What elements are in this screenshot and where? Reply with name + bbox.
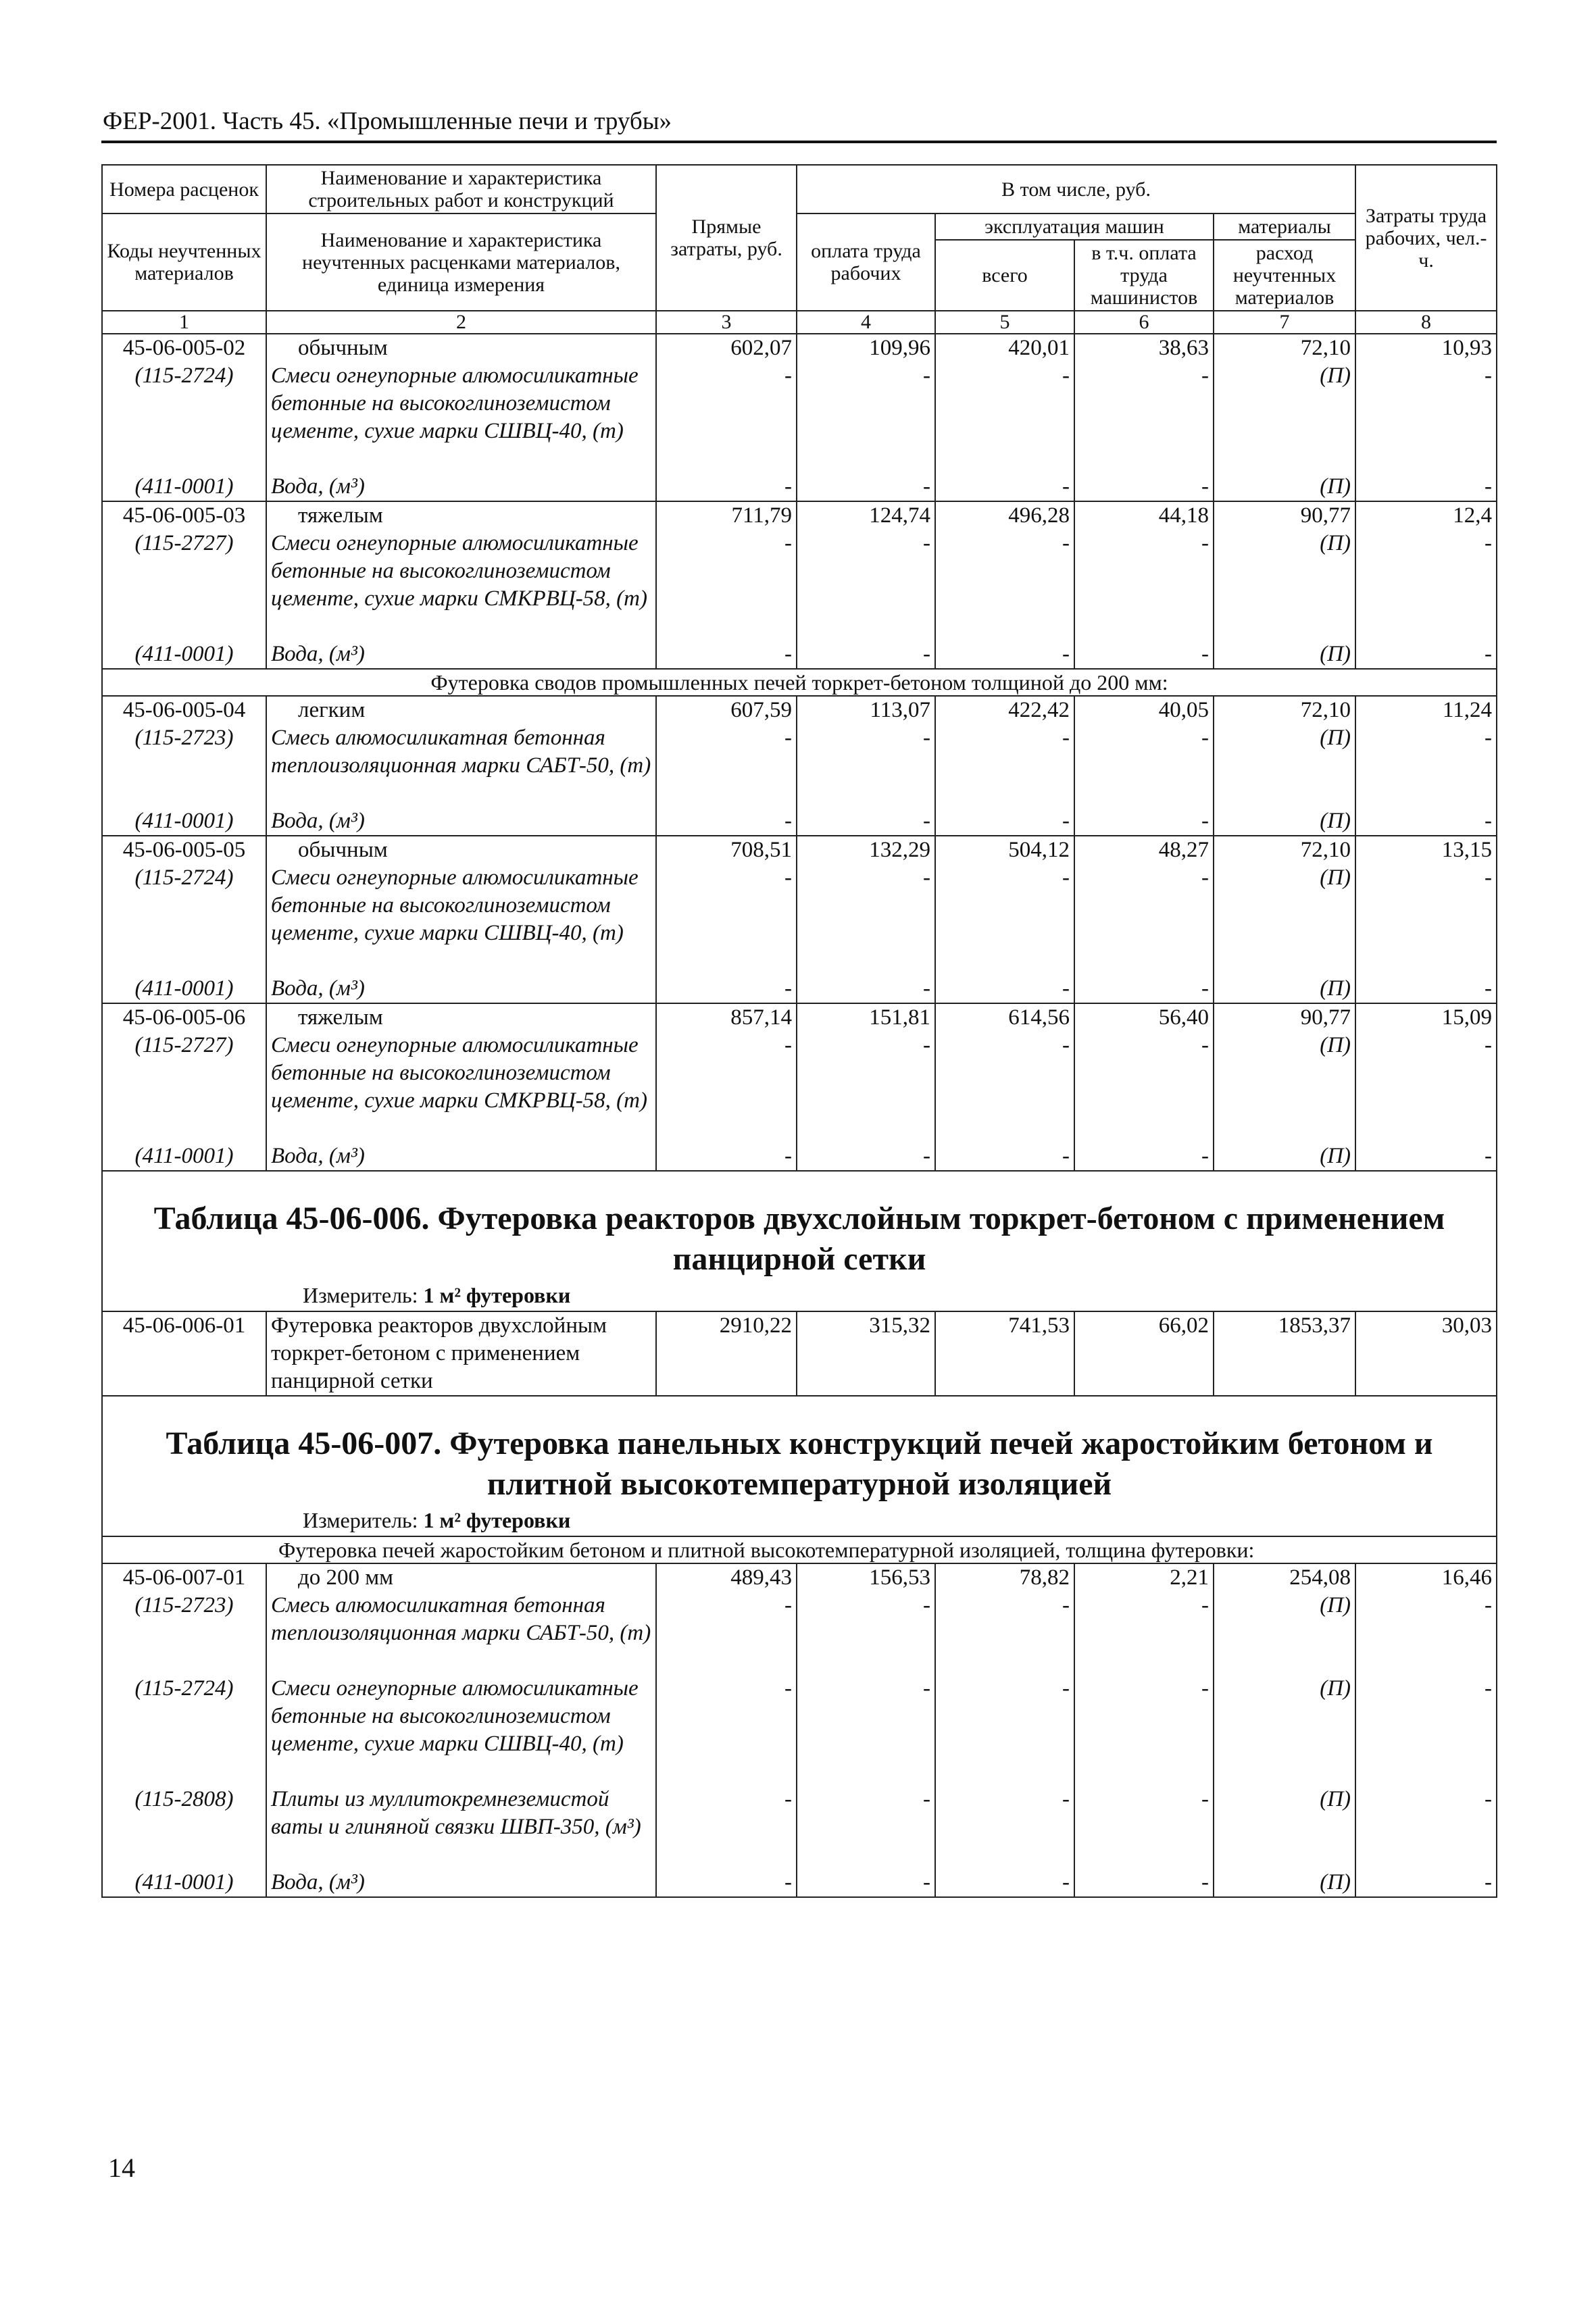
material-mark: (П) [1320,865,1351,890]
dash-mark: - [1201,726,1209,750]
labor-hours-cell [1355,501,1497,669]
col-header-group: В том числе, руб. [797,165,1355,213]
dash-mark: - [1201,474,1209,499]
rate-description [266,501,656,669]
material-code: (115-2727) [134,531,234,555]
line-spacer [107,557,261,585]
material-name: Смеси огнеупорные алюмосиликатные бетонные на высокоглиноземистом цементе, сухие марки СМКРВЦ-58, (т) [271,1033,647,1113]
dash-mark: - [923,865,930,890]
dash-mark: - [1201,976,1209,1001]
line-spacer [107,1619,261,1647]
dash-mark: - [1062,1033,1070,1057]
material-name: Вода, (м³) [271,474,365,499]
material-name: Вода, (м³) [271,809,365,833]
labor-hours-cell [1355,1563,1497,1897]
column-number: 1 [102,311,266,334]
column-number: 8 [1355,311,1497,334]
machine-labor-cost: 48,27 [1158,838,1209,862]
material-cost-cell [1214,1003,1355,1171]
dash-mark: - [1201,1676,1209,1701]
labor-cost-cell [797,696,935,836]
rate-codes [102,836,266,1003]
dash-mark: - [1201,809,1209,833]
material-mark: (П) [1320,1033,1351,1057]
rate-row [102,836,1497,1003]
labor-hours: 13,15 [1441,838,1493,862]
column-number: 4 [797,311,935,334]
direct-cost: 708,51 [730,838,792,862]
direct-cost-cell [656,1563,797,1897]
material-name: Плиты из муллитокремнеземистой ваты и глиняной связки ШВП-350, (м³) [271,1787,641,1839]
dash-mark: - [923,1593,930,1617]
column-number: 3 [656,311,797,334]
direct-cost: 607,59 [730,698,792,722]
labor-cost: 132,29 [869,838,930,862]
dash-mark: - [923,531,930,555]
dash-mark: - [1062,1144,1070,1168]
col-header-codes-top: Номера расценок [102,165,266,213]
col-header-mach-labor: в т.ч. оплата труда машинистов [1074,240,1214,311]
rate-row [102,1003,1497,1171]
line-spacer [107,1703,261,1730]
material-mark: (П) [1320,474,1351,499]
dash-mark: - [923,642,930,666]
labor-hours-cell [1355,836,1497,1003]
dash-mark: - [923,363,930,388]
dash-mark: - [784,1593,792,1617]
line-spacer [107,1841,261,1869]
dash-mark: - [784,976,792,1001]
machine-cost-cell [935,1563,1074,1897]
rate-codes [102,1003,266,1171]
line-spacer [107,947,261,975]
machine-cost-cell [935,696,1074,836]
machine-cost: 504,12 [1008,838,1070,862]
page-number: 14 [108,2153,135,2183]
labor-hours: 16,46 [1441,1565,1493,1590]
material-mark: (П) [1320,809,1351,833]
machine-cost: 422,42 [1008,698,1070,722]
column-number-row [102,311,1497,334]
column-number: 2 [266,311,656,334]
machine-labor-cost: 66,02 [1074,1311,1214,1396]
material-code: (115-2724) [134,1676,234,1701]
rate-description [266,334,656,501]
dash-mark: - [1062,976,1070,1001]
rate-codes [102,696,266,836]
line-spacer [107,1059,261,1087]
machine-labor-cost: 40,05 [1158,698,1209,722]
material-mark: (П) [1320,642,1351,666]
rate-row [102,334,1497,501]
rate-title: обычным [298,336,388,360]
line-spacer [107,1087,261,1115]
col-header-codes-bottom: Коды неучтенных материалов [102,213,266,311]
labor-cost: 315,32 [797,1311,935,1396]
line-spacer [107,390,261,418]
labor-cost-cell [797,334,935,501]
material-cost: 254,08 [1289,1565,1351,1590]
direct-cost-cell [656,501,797,669]
rate-codes [102,501,266,669]
dash-mark: - [1062,642,1070,666]
line-spacer [107,1813,261,1841]
machine-labor-cost: 56,40 [1158,1005,1209,1030]
labor-hours-cell [1355,1003,1497,1171]
page-header: ФЕР-2001. Часть 45. «Промышленные печи и трубы» [103,107,672,135]
rate-code: 45-06-005-02 [122,336,246,360]
dash-mark: - [784,1870,792,1894]
dash-mark: - [784,1787,792,1811]
meter-value: 1 м² футеровки [423,1283,571,1307]
material-mark: (П) [1320,726,1351,750]
labor-cost-cell [797,836,935,1003]
rate-row [102,1563,1497,1897]
dash-mark: - [1485,1033,1493,1057]
material-mark: (П) [1320,363,1351,388]
section-heading: Футеровка сводов промышленных печей торкрет-бетоном толщиной до 200 мм: [102,669,1497,696]
material-code: (411-0001) [134,809,234,833]
col-header-materials: материалы [1214,213,1355,240]
direct-cost-cell [656,836,797,1003]
dash-mark: - [1062,531,1070,555]
machine-labor-cost-cell [1074,501,1214,669]
dash-mark: - [784,531,792,555]
labor-hours: 10,93 [1441,336,1493,360]
rate-title: легким [298,698,366,722]
dash-mark: - [1485,1593,1493,1617]
col-header-labor: оплата труда рабочих [797,213,935,311]
labor-cost: 124,74 [869,503,930,528]
dash-mark: - [923,1033,930,1057]
machine-labor-cost-cell [1074,836,1214,1003]
machine-cost-cell [935,501,1074,669]
rate-block [102,1563,1497,1897]
dash-mark: - [1062,474,1070,499]
dash-mark: - [784,363,792,388]
material-cost: 72,10 [1300,698,1351,722]
line-spacer [107,1730,261,1758]
col-header-machines: эксплуатация машин [935,213,1214,240]
labor-hours-cell [1355,696,1497,836]
machine-labor-cost: 44,18 [1158,503,1209,528]
rate-title: тяжелым [298,503,383,528]
dash-mark: - [923,1676,930,1701]
rate-block [102,334,1497,501]
dash-mark: - [1485,1787,1493,1811]
dash-mark: - [784,1676,792,1701]
rate-codes [102,1563,266,1897]
dash-mark: - [1062,1593,1070,1617]
material-mark: (П) [1320,976,1351,1001]
line-spacer [107,1115,261,1142]
dash-mark: - [1485,474,1493,499]
rate-description [266,1563,656,1897]
dash-mark: - [1485,1676,1493,1701]
dash-mark: - [1485,726,1493,750]
material-cost-cell [1214,501,1355,669]
rate-block [102,696,1497,836]
material-name: Смеси огнеупорные алюмосиликатные бетонные на высокоглиноземистом цементе, сухие марки СШВЦ-40, (т) [271,865,639,945]
material-mark: (П) [1320,1870,1351,1894]
col-header-hours: Затраты труда рабочих, чел.-ч. [1355,165,1497,311]
dash-mark: - [1485,809,1493,833]
labor-hours: 12,4 [1453,503,1493,528]
labor-hours-cell [1355,334,1497,501]
material-cost-cell [1214,696,1355,836]
rate-row-006 [102,1311,1497,1396]
dash-mark: - [784,1033,792,1057]
dash-mark: - [1062,363,1070,388]
dash-mark: - [1201,1593,1209,1617]
direct-cost-cell [656,1003,797,1171]
labor-cost-cell [797,1563,935,1897]
rate-description [266,1003,656,1171]
material-cost: 72,10 [1300,336,1351,360]
material-code: (115-2808) [134,1787,234,1811]
line-spacer [107,1647,261,1675]
material-name: Смесь алюмосиликатная бетонная теплоизоляционная марки САБТ-50, (т) [271,1593,651,1645]
line-spacer [107,585,261,613]
material-code: (411-0001) [134,1870,234,1894]
material-code: (411-0001) [134,976,234,1001]
dash-mark: - [923,474,930,499]
dash-mark: - [923,726,930,750]
meter-value: 1 м² футеровки [423,1508,571,1532]
material-mark: (П) [1320,1676,1351,1701]
labor-cost-cell [797,501,935,669]
dash-mark: - [1201,531,1209,555]
dash-mark: - [1062,1870,1070,1894]
line-spacer [107,892,261,920]
line-spacer [107,1758,261,1786]
material-mark: (П) [1320,1787,1351,1811]
material-name: Вода, (м³) [271,1870,365,1894]
rate-description [266,696,656,836]
dash-mark: - [784,642,792,666]
rate-code: 45-06-005-03 [122,503,246,528]
machine-cost: 614,56 [1008,1005,1070,1030]
machine-labor-cost-cell [1074,1003,1214,1171]
dash-mark: - [1201,1144,1209,1168]
dash-mark: - [923,976,930,1001]
dash-mark: - [1485,865,1493,890]
rate-name: Футеровка реакторов двухслойным торкрет-бетоном с применением панцирной сетки [266,1311,656,1396]
labor-hours: 11,24 [1443,698,1493,722]
column-number: 7 [1214,311,1355,334]
rate-code: 45-06-006-01 [102,1311,266,1396]
material-cost-cell [1214,334,1355,501]
machine-cost: 420,01 [1008,336,1070,360]
dash-mark: - [784,726,792,750]
direct-cost: 711,79 [731,503,792,528]
dash-mark: - [1485,1144,1493,1168]
dash-mark: - [784,1144,792,1168]
dash-mark: - [1485,1870,1493,1894]
machine-labor-cost-cell [1074,1563,1214,1897]
machine-cost-cell [935,334,1074,501]
rate-code: 45-06-005-05 [122,838,246,862]
dash-mark: - [1485,976,1493,1001]
col-header-name-top: Наименование и характеристика строительных работ и конструкций [266,165,656,213]
dash-mark: - [1062,1787,1070,1811]
material-cost: 72,10 [1300,838,1351,862]
table-006-meter [107,1280,1492,1311]
meter-label: Измеритель: [303,1508,418,1532]
material-name: Вода, (м³) [271,976,365,1001]
labor-cost: 151,81 [869,1005,930,1030]
line-spacer [107,920,261,947]
machine-labor-cost-cell [1074,334,1214,501]
line-spacer [107,418,261,445]
dash-mark: - [1201,1870,1209,1894]
machine-labor-cost: 38,63 [1158,336,1209,360]
material-name: Вода, (м³) [271,1144,365,1168]
rates-table-005 [101,164,1497,1898]
material-code: (115-2723) [134,1593,234,1617]
line-spacer [107,780,261,807]
rate-code: 45-06-005-04 [122,698,246,722]
table-006-caption [102,1171,1497,1311]
direct-cost: 602,07 [730,336,792,360]
dash-mark: - [1201,363,1209,388]
material-mark: (П) [1320,1144,1351,1168]
rate-title: тяжелым [298,1005,383,1030]
table-006-title: Таблица 45-06-006. Футеровка реакторов двухслойным торкрет-бетоном с применением панцирной сетки [153,1201,1445,1277]
material-name: Смеси огнеупорные алюмосиликатные бетонные на высокоглиноземистом цементе, сухие марки СШВЦ-40, (т) [271,1676,639,1756]
machine-labor-cost: 2,21 [1170,1565,1209,1590]
material-code: (115-2723) [134,726,234,750]
dash-mark: - [784,474,792,499]
col-header-name-bottom: Наименование и характеристика неучтенных расценками материалов, единица измерения [266,213,656,311]
rate-code: 45-06-007-01 [122,1565,246,1590]
machine-cost: 496,28 [1008,503,1070,528]
material-mark: (П) [1320,531,1351,555]
col-header-direct: Прямые затраты, руб. [656,165,797,311]
table-007-meter [107,1505,1492,1536]
section-heading: Футеровка печей жаростойким бетоном и плитной высокотемпературной изоляцией, толщина футеровки: [102,1536,1497,1563]
machine-cost: 741,53 [935,1311,1074,1396]
machine-cost-cell [935,1003,1074,1171]
labor-cost: 156,53 [869,1565,930,1590]
labor-hours: 15,09 [1441,1005,1493,1030]
dash-mark: - [784,865,792,890]
machine-cost-cell [935,836,1074,1003]
direct-cost: 489,43 [730,1565,792,1590]
rate-title: обычным [298,838,388,862]
column-number: 5 [935,311,1074,334]
rate-block [102,501,1497,669]
material-code: (115-2727) [134,1033,234,1057]
material-code: (411-0001) [134,474,234,499]
material-code: (115-2724) [134,363,234,388]
material-cost: 1853,37 [1214,1311,1355,1396]
header-rule [101,141,1497,143]
dash-mark: - [1062,865,1070,890]
rate-title: до 200 мм [298,1565,394,1590]
material-code: (115-2724) [134,865,234,890]
material-cost-cell [1214,836,1355,1003]
dash-mark: - [1485,642,1493,666]
direct-cost-cell [656,334,797,501]
material-name: Смеси огнеупорные алюмосиликатные бетонные на высокоглиноземистом цементе, сухие марки СМКРВЦ-58, (т) [271,531,647,611]
material-cost-cell [1214,1563,1355,1897]
material-code: (411-0001) [134,1144,234,1168]
material-name: Вода, (м³) [271,642,365,666]
direct-cost: 2910,22 [656,1311,797,1396]
column-number: 6 [1074,311,1214,334]
labor-cost: 109,96 [869,336,930,360]
material-mark: (П) [1320,1593,1351,1617]
machine-cost: 78,82 [1019,1565,1070,1590]
dash-mark: - [1201,865,1209,890]
labor-cost: 113,07 [870,698,930,722]
table-007-title: Таблица 45-06-007. Футеровка панельных конструкций печей жаростойким бетоном и плитной высокотемпературной изоляцией [166,1426,1433,1502]
dash-mark: - [1201,642,1209,666]
dash-mark: - [1062,1676,1070,1701]
col-header-mach-total: всего [935,240,1074,311]
dash-mark: - [1062,809,1070,833]
material-name: Смеси огнеупорные алюмосиликатные бетонные на высокоглиноземистом цементе, сухие марки СШВЦ-40, (т) [271,363,639,443]
dash-mark: - [923,1870,930,1894]
line-spacer [107,752,261,780]
labor-hours: 30,03 [1355,1311,1497,1396]
material-cost: 90,77 [1300,1005,1351,1030]
rate-row [102,696,1497,836]
dash-mark: - [1201,1033,1209,1057]
dash-mark: - [1201,1787,1209,1811]
rate-block [102,1003,1497,1171]
dash-mark: - [784,809,792,833]
material-cost: 90,77 [1300,503,1351,528]
rate-codes [102,334,266,501]
dash-mark: - [923,809,930,833]
rate-block [102,836,1497,1003]
dash-mark: - [1485,363,1493,388]
machine-labor-cost-cell [1074,696,1214,836]
dash-mark: - [1485,531,1493,555]
direct-cost: 857,14 [730,1005,792,1030]
line-spacer [107,613,261,640]
col-header-mat-usage: расход неучтенных материалов [1214,240,1355,311]
dash-mark: - [1062,726,1070,750]
table-007-caption [102,1396,1497,1536]
rate-description [266,836,656,1003]
direct-cost-cell [656,696,797,836]
dash-mark: - [923,1144,930,1168]
line-spacer [107,445,261,473]
material-code: (411-0001) [134,642,234,666]
labor-cost-cell [797,1003,935,1171]
material-name: Смесь алюмосиликатная бетонная теплоизоляционная марки САБТ-50, (т) [271,726,651,778]
dash-mark: - [923,1787,930,1811]
rate-row [102,501,1497,669]
rate-code: 45-06-005-06 [122,1005,246,1030]
meter-label: Измеритель: [303,1283,418,1307]
